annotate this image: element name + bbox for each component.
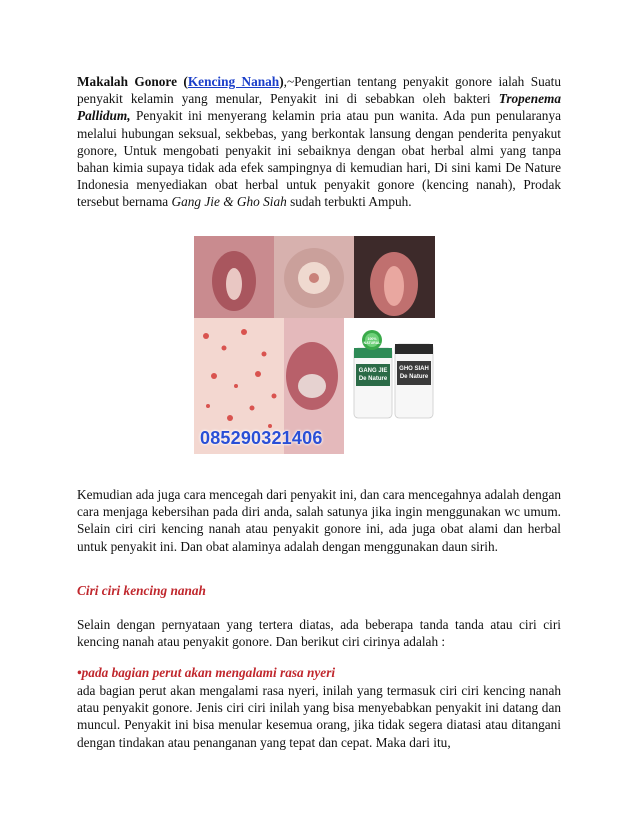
- stomach-pain-heading-block: [77, 664, 561, 681]
- phone-number: 085290321406: [200, 428, 323, 448]
- stomach-pain-heading: •pada bagian perut akan mengalami rasa nyeri: [77, 665, 336, 680]
- stomach-pain-section: [77, 682, 561, 751]
- intro-section: [77, 73, 561, 225]
- paren-close: ): [279, 74, 284, 89]
- jar2-label: GHO SIAH: [399, 366, 429, 372]
- intro-text-3: sudah terbukti Ampuh.: [286, 194, 412, 210]
- intro-text-2: Penyakit ini menyerang kelamin pria atau pun wanita. Ada pun penularanya melalui hubungan seksual, sekbebas, yang berkontak lansung dengan penderita penyakut gonore, Untuk mengobati penyakit ini sebaiknya dengan obat herbal almi yang tanpa bahan kimia supaya tidak ada efek sampingnya di kemudian hari, Di sini kami De Nature Indonesia menyediakan obat herbal untuk penyakit gonore (kencing nanah), Prodak tersebut bernama: [77, 108, 561, 210]
- jar1-brand: De Nature: [358, 376, 388, 382]
- jar2-brand: De Nature: [399, 374, 429, 380]
- intro-text-1: ,~Pengertian tentang penyakit gonore ialah Suatu penyakit kelamin yang menular, Penyakit ini di sebabkan oleh bakteri: [77, 74, 561, 107]
- product-name: Gang Jie & Gho Siah: [171, 194, 287, 210]
- product-collage-image: [194, 236, 435, 454]
- natural-badge: 100% NATURAL: [363, 337, 381, 345]
- symptoms-intro-paragraph: Selain dengan pernyataan yang tertera diatas, ada beberapa tanda tanda atau ciri ciri kencing nanah atau penyakit gonore. Dan berikut ciri cirinya adalah :: [77, 617, 561, 650]
- paren-open: (: [176, 74, 188, 89]
- prevention-paragraph: Kemudian ada juga cara mencegah dari penyakit ini, dan cara mencegahnya adalah dengan cara menjaga kebersihan pada diri anda, salah satunya jika ingin menggunakan wc umum. Selain ciri ciri kencing nanah atau penyakit gonore ini, ada juga obat alami dan herbal untuk penyakit ini. Dan obat alaminya adalah dengan menggunakan daun sirih.: [77, 487, 561, 554]
- prevention-section: [77, 486, 561, 555]
- collage-graphic: [194, 236, 435, 454]
- symptoms-intro-section: [77, 616, 561, 650]
- stomach-pain-paragraph: ada bagian perut akan mengalami rasa nyeri, inilah yang termasuk ciri ciri kencing nanah atau penyakit gonore. Jenis ciri ciri inilah yang bisa menyebabkan penyakit ini datang dan muncul. Penyakit ini bisa menular kesemua orang, jika tidak segera diatasi atau ditangani dengan tindakan atau penanganan yang tepat dan cepat. Maka dari itu,: [77, 683, 561, 750]
- symptoms-heading: Ciri ciri kencing nanah: [77, 583, 206, 598]
- article-title: Makalah Gonore: [77, 74, 177, 89]
- kencing-nanah-link[interactable]: Kencing Nanah: [187, 74, 280, 89]
- jar1-label: GANG JIE: [358, 368, 388, 374]
- intro-paragraph: [77, 73, 561, 225]
- bacteria-name: Tropenema Pallidum,: [77, 91, 561, 124]
- symptoms-heading-block: [77, 582, 561, 599]
